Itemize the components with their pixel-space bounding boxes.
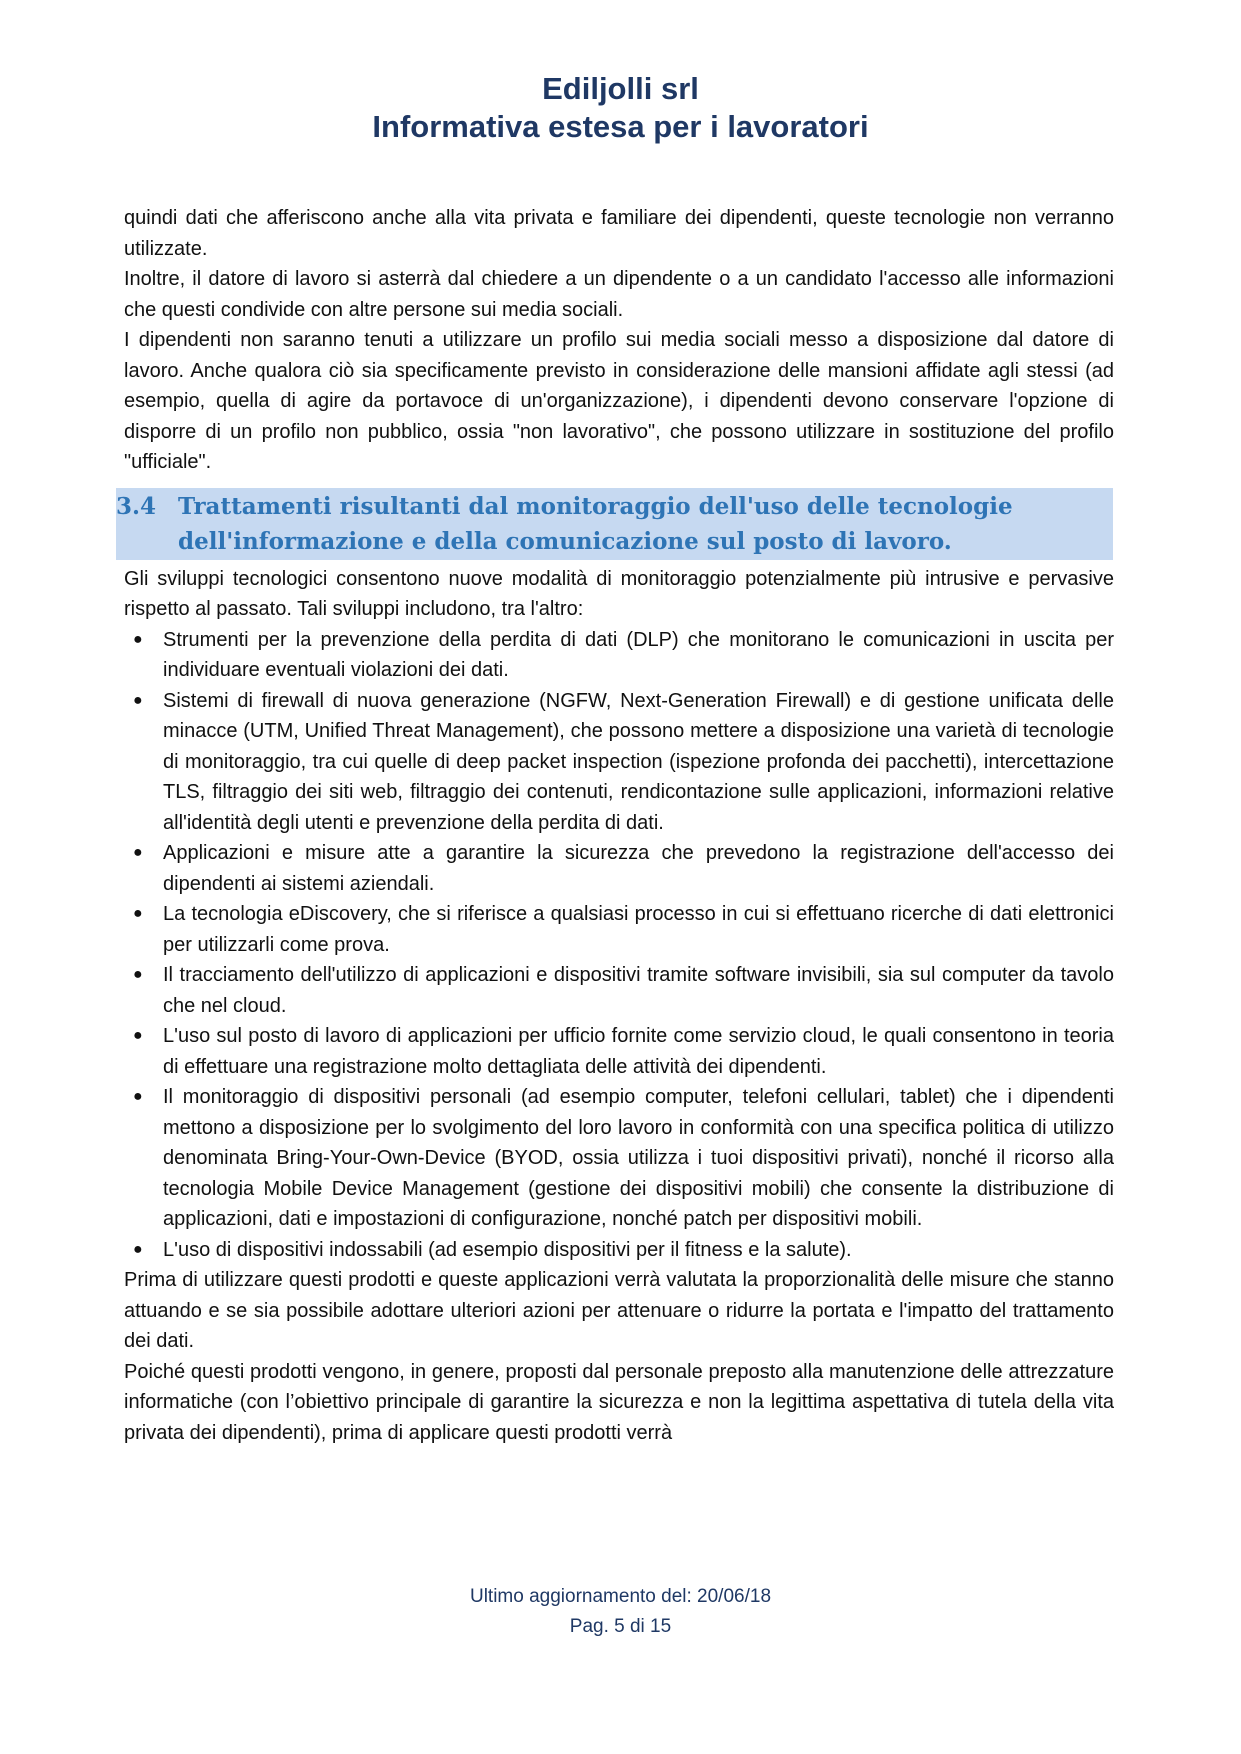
list-item: [124, 1082, 1114, 1235]
list-item: [124, 960, 1114, 1021]
company-name: Ediljolli srl: [542, 71, 699, 106]
section-title: Trattamenti risultanti dal monitoraggio dell'uso delle tecnologie dell'informazione e della comunicazione sul posto di lavoro.: [178, 492, 1013, 555]
page-header: [0, 70, 1241, 146]
list-item: [124, 1021, 1114, 1082]
section-heading: [116, 488, 1113, 560]
section-intro: Gli sviluppi tecnologici consentono nuove modalità di monitoraggio potenzialmente più intrusive e pervasive rispetto al passato. Tali sviluppi includono, tra l'altro:: [124, 567, 1114, 620]
body-paragraph: Prima di utilizzare questi prodotti e queste applicazioni verrà valutata la proporzionalità delle misure che stanno attuando e se sia possibile adottare ulteriori azioni per attenuare o ridurre la portata e l'impatto del trattamento dei dati.: [124, 1269, 1114, 1352]
list-item-text: Applicazioni e misure atte a garantire la sicurezza che prevedono la registrazione dell'accesso dei dipendenti ai sistemi aziendali.: [163, 842, 1114, 895]
bullet-icon: ●: [133, 966, 143, 983]
bullet-icon: ●: [133, 1027, 143, 1044]
list-item-text: L'uso sul posto di lavoro di applicazioni per ufficio fornite come servizio cloud, le quali consentono in teoria di effettuare una registrazione molto dettagliata delle attività dei dipendenti.: [163, 1025, 1114, 1078]
list-item-text: Il tracciamento dell'utilizzo di applicazioni e dispositivi tramite software invisibili, sia sul computer da tavolo che nel cloud.: [163, 964, 1114, 1017]
bullet-icon: ●: [133, 844, 143, 861]
body-paragraph: Inoltre, il datore di lavoro si asterrà dal chiedere a un dipendente o a un candidato l'accesso alle informazioni che questi condivide con altre persone sui media sociali.: [124, 268, 1114, 321]
section-number: 3.4: [116, 492, 157, 520]
bullet-icon: ●: [133, 1240, 143, 1258]
list-item-text: Sistemi di firewall di nuova generazione (NGFW, Next-Generation Firewall) e di gestione unificata delle minacce (UTM, Unified Threat Management), che possono mettere a disposizione una varietà di tecnologie di monitoraggio, tra cui quelle di deep packet inspection (ispezione profonda dei pacchetti), intercettazione TLS, filtraggio dei siti web, filtraggio dei contenuti, rendicontazione sulle applicazioni, informazioni relative all'identità degli utenti e prevenzione della perdita di dati.: [163, 689, 1114, 834]
document-body: [116, 203, 1114, 1448]
body-paragraph: quindi dati che afferiscono anche alla vita privata e familiare dei dipendenti, queste tecnologie non verranno utilizzate.: [124, 207, 1114, 260]
list-item: [124, 625, 1114, 686]
bullet-icon: ●: [133, 1088, 143, 1105]
list-item-text: La tecnologia eDiscovery, che si riferisce a qualsiasi processo in cui si effettuano ricerche di dati elettronici per utilizzarli come prova.: [163, 903, 1114, 956]
list-item-text: L'uso di dispositivi indossabili (ad esempio dispositivi per il fitness e la salute).: [163, 1238, 852, 1261]
last-update: Ultimo aggiornamento del: 20/06/18: [469, 1586, 772, 1607]
body-paragraph: Poiché questi prodotti vengono, in genere, proposti dal personale preposto alla manutenzione delle attrezzature informatiche (con l’obiettivo principale di garantire la sicurezza e non la legittima aspettativa di tutela della vita privata dei dipendenti), prima di applicare questi prodotti verrà: [124, 1360, 1114, 1444]
list-item: [124, 1235, 1114, 1266]
list-item: [124, 899, 1114, 960]
page-footer: [0, 1582, 1241, 1642]
list-item-text: Il monitoraggio di dispositivi personali (ad esempio computer, telefoni cellulari, tablet) che i dipendenti mettono a disposizione per lo svolgimento del loro lavoro in conformità con una specifica politica di utilizzo denominata Bring-Your-Own-Device (BYOD, ossia utilizza i tuoi dispositivi privati), nonché il ricorso alla tecnologia Mobile Device Management (gestione dei dispositivi mobili) che consente la distribuzione di applicazioni, dati e impostazioni di configurazione, nonché patch per dispositivi mobili.: [163, 1086, 1114, 1230]
list-item: [124, 686, 1114, 839]
list-item-text: Strumenti per la prevenzione della perdita di dati (DLP) che monitorano le comunicazioni in uscita per individuare eventuali violazioni dei dati.: [163, 628, 1114, 681]
bullet-icon: ●: [133, 691, 143, 709]
list-item: [124, 838, 1114, 899]
bullet-icon: ●: [133, 905, 143, 922]
page-number: Pag. 5 di 15: [569, 1616, 672, 1637]
document-title: Informativa estesa per i lavoratori: [372, 109, 869, 144]
bullet-list: [124, 625, 1114, 1266]
bullet-icon: ●: [133, 630, 143, 648]
body-paragraph: I dipendenti non saranno tenuti a utilizzare un profilo sui media sociali messo a disposizione dal datore di lavoro. Anche qualora ciò sia specificamente previsto in considerazione delle mansioni affidate agli stessi (ad esempio, quella di agire da portavoce di un'organizzazione), i dipendenti devono conservare l'opzione di disporre di un profilo non pubblico, ossia "non lavorativo", che possono utilizzare in sostituzione del profilo "ufficiale".: [124, 329, 1114, 473]
